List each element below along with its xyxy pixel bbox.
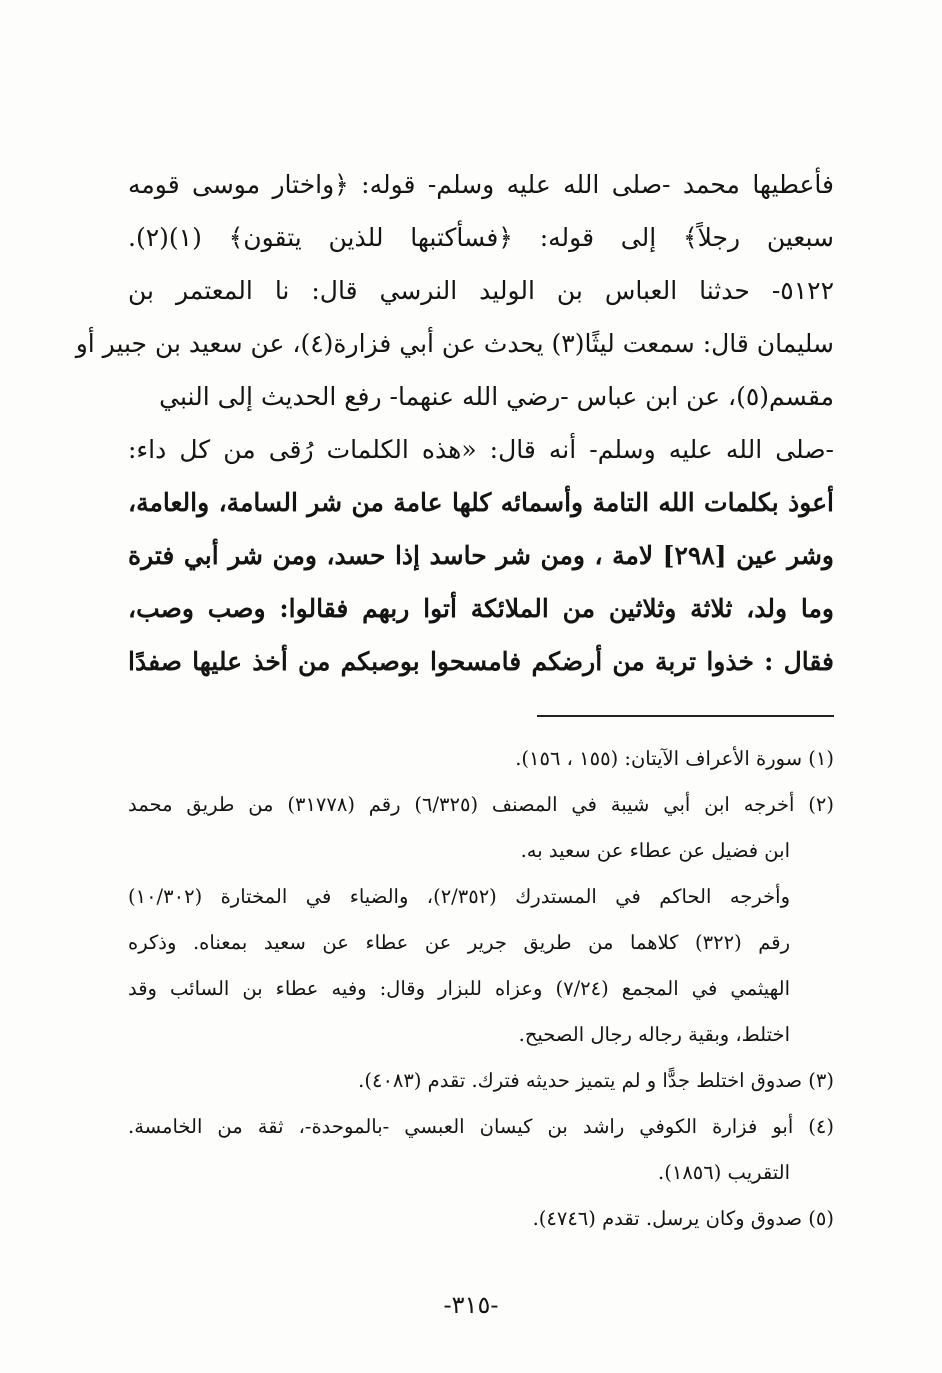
footnote-separator (537, 715, 834, 717)
footnote-line: (٥) صدوق وكان يرسل. تقدم (٤٧٤٦). (532, 1207, 834, 1230)
footnote-line: اختلط، وبقية رجاله رجال الصحيح. (518, 1023, 790, 1046)
text-line: سليمان قال: سمعت ليثًا(٣) يحدث عن أبي فزارة(٤)، عن سعيد بن جبير أو (75, 329, 834, 358)
text-line: وشر عين [٢٩٨] لامة ، ومن شر حاسد إذا حسد، ومن شر أبي فترة (128, 541, 834, 570)
text-line: سبعين رجلاً﴾ إلى قوله: ﴿فسأكتبها للذين يتقون﴾ (١)(٢). (128, 223, 834, 252)
footnotes (128, 736, 834, 1242)
footnote-line: رقم (٣٢٢) كلاهما من طريق جرير عن عطاء عن سعيد بمعناه. وذكره (128, 931, 790, 954)
text-line: فقال : خذوا تربة من أرضكم فامسحوا بوصبكم من أخذ عليها صفدًا (128, 647, 834, 676)
footnote-line: الهيثمي في المجمع (٧/٢٤) وعزاه للبزار وقال: وفيه عطاء بن السائب وقد (128, 977, 790, 1000)
text-line: أعوذ بكلمات الله التامة وأسمائه كلها عامة من شر السامة، والعامة، (128, 488, 834, 517)
text-line: وما ولد، ثلاثة وثلاثين من الملائكة أتوا ربهم فقالوا: وصب وصب، (128, 594, 834, 623)
footnote-line: (١) سورة الأعراف الآيتان: (١٥٥ ، ١٥٦). (515, 747, 834, 770)
footnote-line: (٣) صدوق اختلط جدًّا و لم يتميز حديثه فترك. تقدم (٤٠٨٣). (358, 1069, 834, 1092)
text-line: فأعطيها محمد -صلى الله عليه وسلم- قوله: ﴿واختار موسى قومه (128, 170, 834, 199)
text-line: مقسم(٥)، عن ابن عباس -رضي الله عنهما- رفع الحديث إلى النبي (159, 382, 834, 411)
page-number: -٣١٥- (443, 1291, 499, 1319)
footnote-line: (٢) أخرجه ابن أبي شيبة في المصنف (٦/٣٢٥) رقم (٣١٧٧٨) من طريق محمد (128, 793, 834, 816)
text-line: -صلى الله عليه وسلم- أنه قال: «هذه الكلمات رُقى من كل داء: (128, 435, 834, 464)
text-line: ٥١٢٢- حدثنا العباس بن الوليد النرسي قال: نا المعتمر بن (128, 276, 834, 305)
footnote-line: وأخرجه الحاكم في المستدرك (٢/٣٥٢)، والضياء في المختارة (١٠/٣٠٢) (128, 885, 790, 908)
footnote-line: التقريب (١٨٥٦). (658, 1161, 790, 1184)
footnote-line: (٤) أبو فزارة الكوفي راشد بن كيسان العبسي -بالموحدة-، ثقة من الخامسة. (128, 1115, 834, 1138)
footnote-line: ابن فضيل عن عطاء عن سعيد به. (520, 839, 790, 862)
hadith-text (75, 158, 834, 688)
